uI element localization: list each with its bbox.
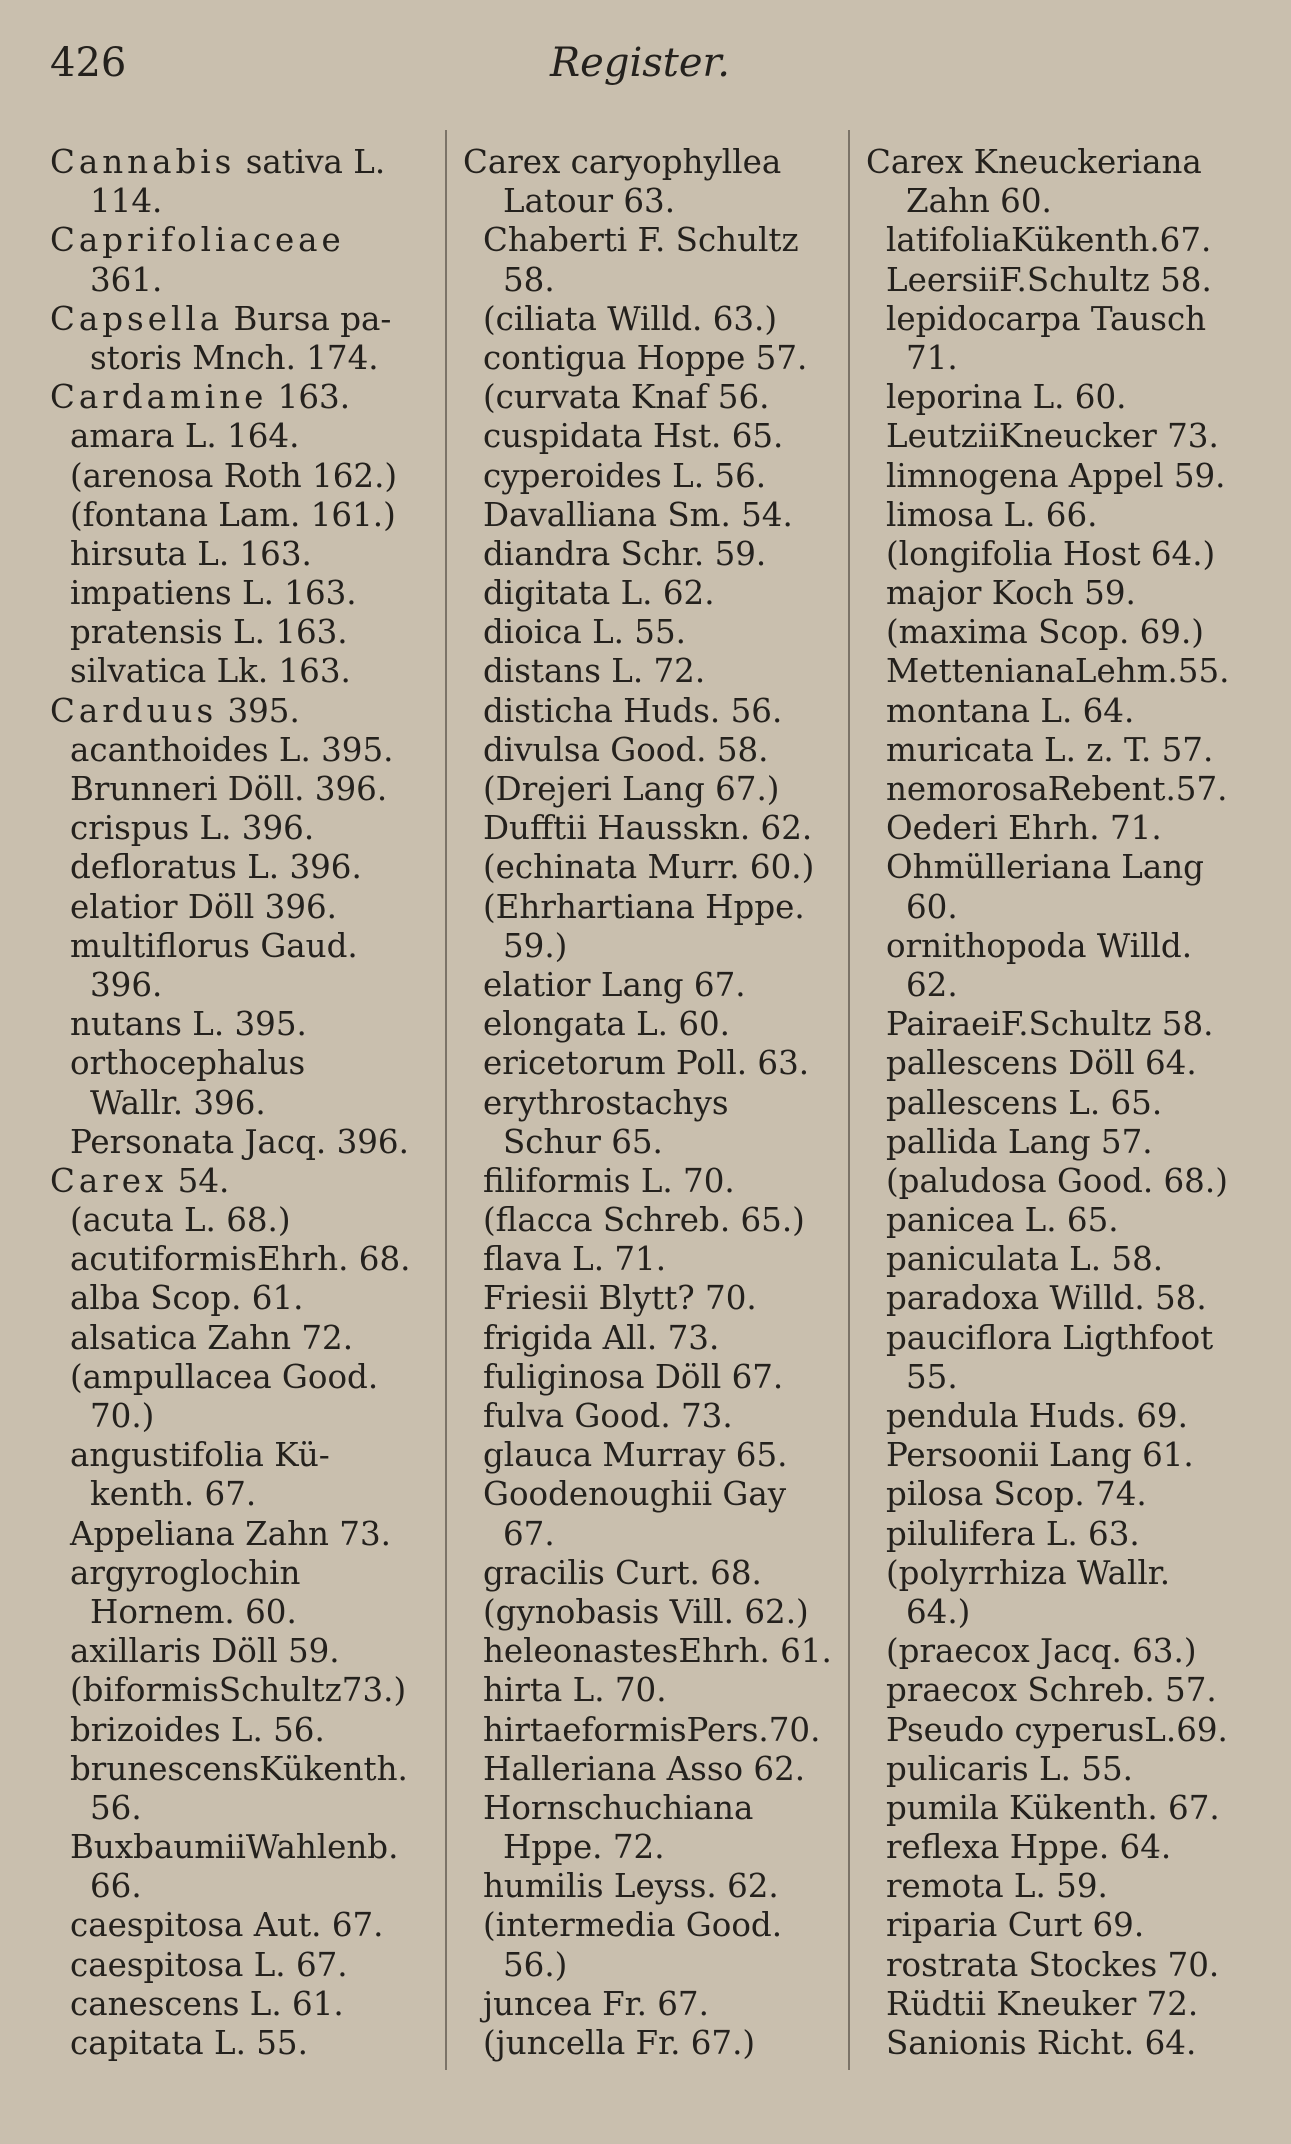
species-entry: (intermedia Good. [483,1906,783,1945]
species-entry: (echinata Murr. 60.) [483,848,815,887]
genus-name: Carex [50,1161,168,1200]
species-entry: nutans L. 395. [70,1005,307,1044]
column-divider [848,130,850,2070]
entry-continuation: Hornem. 60. [90,1592,297,1631]
species-entry: heleonastesEhrh. 61. [483,1632,832,1671]
species-entry: Dufftii Hausskn. 62. [483,809,813,848]
species-entry: (biformisSchultz73.) [70,1671,407,1710]
species-entry: rostrata Stockes 70. [886,1945,1220,1984]
species-entry: PairaeiF.Schultz 58. [886,1005,1214,1044]
species-entry: riparia Curt 69. [886,1906,1145,1945]
entry-continuation: 67. [503,1514,555,1553]
species-entry: (acuta L. 68.) [70,1201,291,1240]
species-entry: brizoides L. 56. [70,1710,325,1749]
species-entry: nemorosaRebent.57. [886,770,1228,808]
species-entry: dioica L. 55. [483,613,686,652]
species-entry: Pseudo cyperusL.69. [886,1710,1228,1749]
entry-continuation: 66. [90,1867,142,1906]
species-entry: pulicaris L. 55. [886,1749,1133,1788]
species-entry: (Ehrhartiana Hppe. [483,887,805,926]
entry-continuation: 114. [90,182,163,221]
species-entry: fulva Good. 73. [483,1397,733,1435]
species-entry: distans L. 72. [483,652,706,691]
species-entry: Davalliana Sm. 54. [483,495,793,534]
species-entry: (arenosa Roth 162.) [70,456,398,495]
species-entry: capitata L. 55. [70,2024,308,2062]
species-entry: glauca Murray 65. [483,1436,788,1475]
species-entry: panicea L. 65. [886,1201,1119,1240]
species-entry: defloratus L. 396. [70,848,362,887]
entry-continuation: Schur 65. [503,1122,663,1161]
entry-continuation: 56. [90,1788,142,1827]
page-header [50,40,1230,100]
species-entry: Carex caryophyllea [463,143,782,181]
species-entry: acanthoides L. 395. [70,730,394,769]
species-entry: (ciliata Willd. 63.) [483,299,778,338]
species-entry: pallescens Döll 64. [886,1044,1197,1083]
entry-continuation: Hppe. 72. [503,1828,665,1867]
entry-continuation: Latour 63. [503,182,676,221]
genus-entry [50,143,438,182]
species-entry: juncea Fr. 67. [483,1984,709,2023]
species-entry: divulsa Good. 58. [483,730,769,769]
species-entry: cyperoides L. 56. [483,456,767,495]
species-entry: diandra Schr. 59. [483,534,767,573]
species-entry: caespitosa L. 67. [70,1945,348,1984]
genus-entry [50,1162,438,1201]
species-entry: contigua Hoppe 57. [483,338,808,377]
species-entry: crispus L. 396. [70,809,315,848]
species-entry: (praecox Jacq. 63.) [886,1632,1197,1671]
species-entry: major Koch 59. [886,574,1136,613]
species-entry: impatiens L. 163. [70,574,357,613]
species-entry: leporina L. 60. [886,378,1127,417]
species-entry: (fontana Lam. 161.) [70,495,396,534]
entry-continuation: 361. [90,260,163,299]
species-entry: elatior Lang 67. [483,965,746,1004]
entry-continuation: kenth. 67. [90,1475,257,1514]
species-entry: Oederi Ehrh. 71. [886,809,1162,848]
genus-name: Cannabis [50,143,236,181]
species-entry: Chaberti F. Schultz [483,221,799,260]
species-entry: LeutziiKneucker 73. [886,417,1219,456]
species-entry: hirsuta L. 163. [70,534,312,573]
genus-ref: 54. [167,1161,230,1200]
species-entry: alsatica Zahn 72. [70,1318,354,1357]
species-entry: Carex Kneuckeriana [866,143,1202,181]
entry-continuation: 55. [906,1357,958,1396]
genus-name: Cardamine [50,378,268,417]
species-entry: Appeliana Zahn 73. [70,1514,391,1553]
genus-ref: sativa L. [235,143,386,181]
genus-ref: 395. [217,691,300,730]
species-entry: acutiformisEhrh. 68. [70,1240,411,1279]
species-entry: (longifolia Host 64.) [886,534,1216,573]
index-column-3 [866,143,1246,2073]
species-entry: remota L. 59. [886,1867,1108,1906]
species-entry: pilulifera L. 63. [886,1514,1140,1553]
species-entry: pilosa Scop. 74. [886,1475,1147,1514]
species-entry: (Drejeri Lang 67.) [483,770,780,808]
species-entry: orthocephalus [70,1044,306,1083]
entry-continuation: 56.) [503,1945,568,1984]
species-entry: latifoliaKükenth.67. [886,221,1212,260]
genus-name: Carduus [50,691,218,730]
species-entry: (juncella Fr. 67.) [483,2024,756,2062]
entry-continuation: 62. [906,965,958,1004]
species-entry: montana L. 64. [886,691,1135,730]
species-entry: Rüdtii Kneuker 72. [886,1984,1199,2023]
running-title: Register. [550,40,730,86]
genus-name: Capsella [50,299,224,338]
species-entry: elongata L. 60. [483,1005,731,1044]
entry-continuation: Zahn 60. [906,182,1052,221]
species-entry: disticha Huds. 56. [483,691,783,730]
species-entry: erythrostachys [483,1083,729,1122]
species-entry: pumila Kükenth. 67. [886,1788,1220,1827]
species-entry: alba Scop. 61. [70,1279,304,1318]
entry-continuation: 70.) [90,1397,155,1435]
entry-continuation: Wallr. 396. [90,1083,266,1122]
genus-entry [50,692,438,731]
species-entry: (flacca Schreb. 65.) [483,1201,805,1240]
species-entry: gracilis Curt. 68. [483,1553,762,1592]
species-entry: Personata Jacq. 396. [70,1122,409,1161]
genus-entry [50,378,438,417]
species-entry: elatior Döll 396. [70,887,337,926]
column-divider [445,130,447,2070]
index-column-1 [50,143,438,2073]
species-entry: BuxbaumiiWahlenb. [70,1828,399,1867]
species-entry: canescens L. 61. [70,1984,344,2023]
species-entry: Halleriana Asso 62. [483,1749,806,1788]
page-number: 426 [50,40,127,86]
species-entry: (curvata Knaf 56. [483,378,770,417]
species-entry: praecox Schreb. 57. [886,1671,1217,1710]
species-entry: filiformis L. 70. [483,1161,735,1200]
species-entry: (paludosa Good. 68.) [886,1161,1228,1200]
entry-continuation: 59.) [503,926,568,965]
species-entry: muricata L. z. T. 57. [886,730,1214,769]
entry-continuation: 64.) [906,1592,971,1631]
species-entry: (ampullacea Good. [70,1357,379,1396]
species-entry: Ohmülleriana Lang [886,848,1204,887]
entry-continuation: 396. [90,965,163,1004]
species-entry: MettenianaLehm.55. [886,652,1230,691]
species-entry: fuliginosa Döll 67. [483,1357,784,1396]
species-entry: LeersiiF.Schultz 58. [886,260,1212,299]
species-entry: pallida Lang 57. [886,1122,1153,1161]
species-entry: ericetorum Poll. 63. [483,1044,810,1083]
species-entry: pauciflora Ligthfoot [886,1318,1214,1357]
species-entry: paradoxa Willd. 58. [886,1279,1207,1318]
species-entry: hirta L. 70. [483,1671,667,1710]
species-entry: brunescensKükenth. [70,1749,408,1788]
species-entry: Hornschuchiana [483,1788,754,1827]
species-entry: caespitosa Aut. 67. [70,1906,384,1945]
species-entry: pallescens L. 65. [886,1083,1163,1122]
species-entry: paniculata L. 58. [886,1240,1164,1279]
species-entry: Brunneri Döll. 396. [70,770,388,808]
species-entry: Sanionis Richt. 64. [886,2024,1197,2062]
genus-ref: Bursa pa- [223,299,392,338]
species-entry: ornithopoda Willd. [886,926,1193,965]
entry-continuation: 71. [906,338,958,377]
species-entry: pratensis L. 163. [70,613,348,652]
species-entry: pendula Huds. 69. [886,1397,1188,1435]
species-entry: (maxima Scop. 69.) [886,613,1204,652]
species-entry: amara L. 164. [70,417,300,456]
species-entry: hirtaeformisPers.70. [483,1710,821,1749]
species-entry: (polyrrhiza Wallr. [886,1553,1171,1592]
species-entry: cuspidata Hst. 65. [483,417,784,456]
species-entry: reflexa Hppe. 64. [886,1828,1172,1867]
species-entry: multiflorus Gaud. [70,926,358,965]
species-entry: argyroglochin [70,1553,301,1592]
species-entry: Friesii Blytt? 70. [483,1279,757,1318]
entry-continuation: 60. [906,887,958,926]
species-entry: digitata L. 62. [483,574,715,613]
species-entry: silvatica Lk. 163. [70,652,351,691]
entry-continuation: storis Mnch. 174. [90,338,379,377]
species-entry: (gynobasis Vill. 62.) [483,1592,809,1631]
species-entry: Goodenoughii Gay [483,1475,787,1514]
species-entry: flava L. 71. [483,1240,667,1279]
species-entry: axillaris Döll 59. [70,1632,340,1671]
species-entry: frigida All. 73. [483,1318,720,1357]
species-entry: limosa L. 66. [886,495,1098,534]
genus-ref: 163. [267,378,351,417]
species-entry: lepidocarpa Tausch [886,299,1207,338]
genus-name: Caprifoliaceae [50,221,345,260]
species-entry: limnogena Appel 59. [886,456,1226,495]
genus-entry [50,221,438,260]
index-column-2 [463,143,841,2073]
species-entry: Persoonii Lang 61. [886,1436,1194,1475]
genus-entry [50,300,438,339]
species-entry: humilis Leyss. 62. [483,1867,779,1906]
entry-continuation: 58. [503,260,555,299]
species-entry: angustifolia Kü- [70,1436,330,1475]
